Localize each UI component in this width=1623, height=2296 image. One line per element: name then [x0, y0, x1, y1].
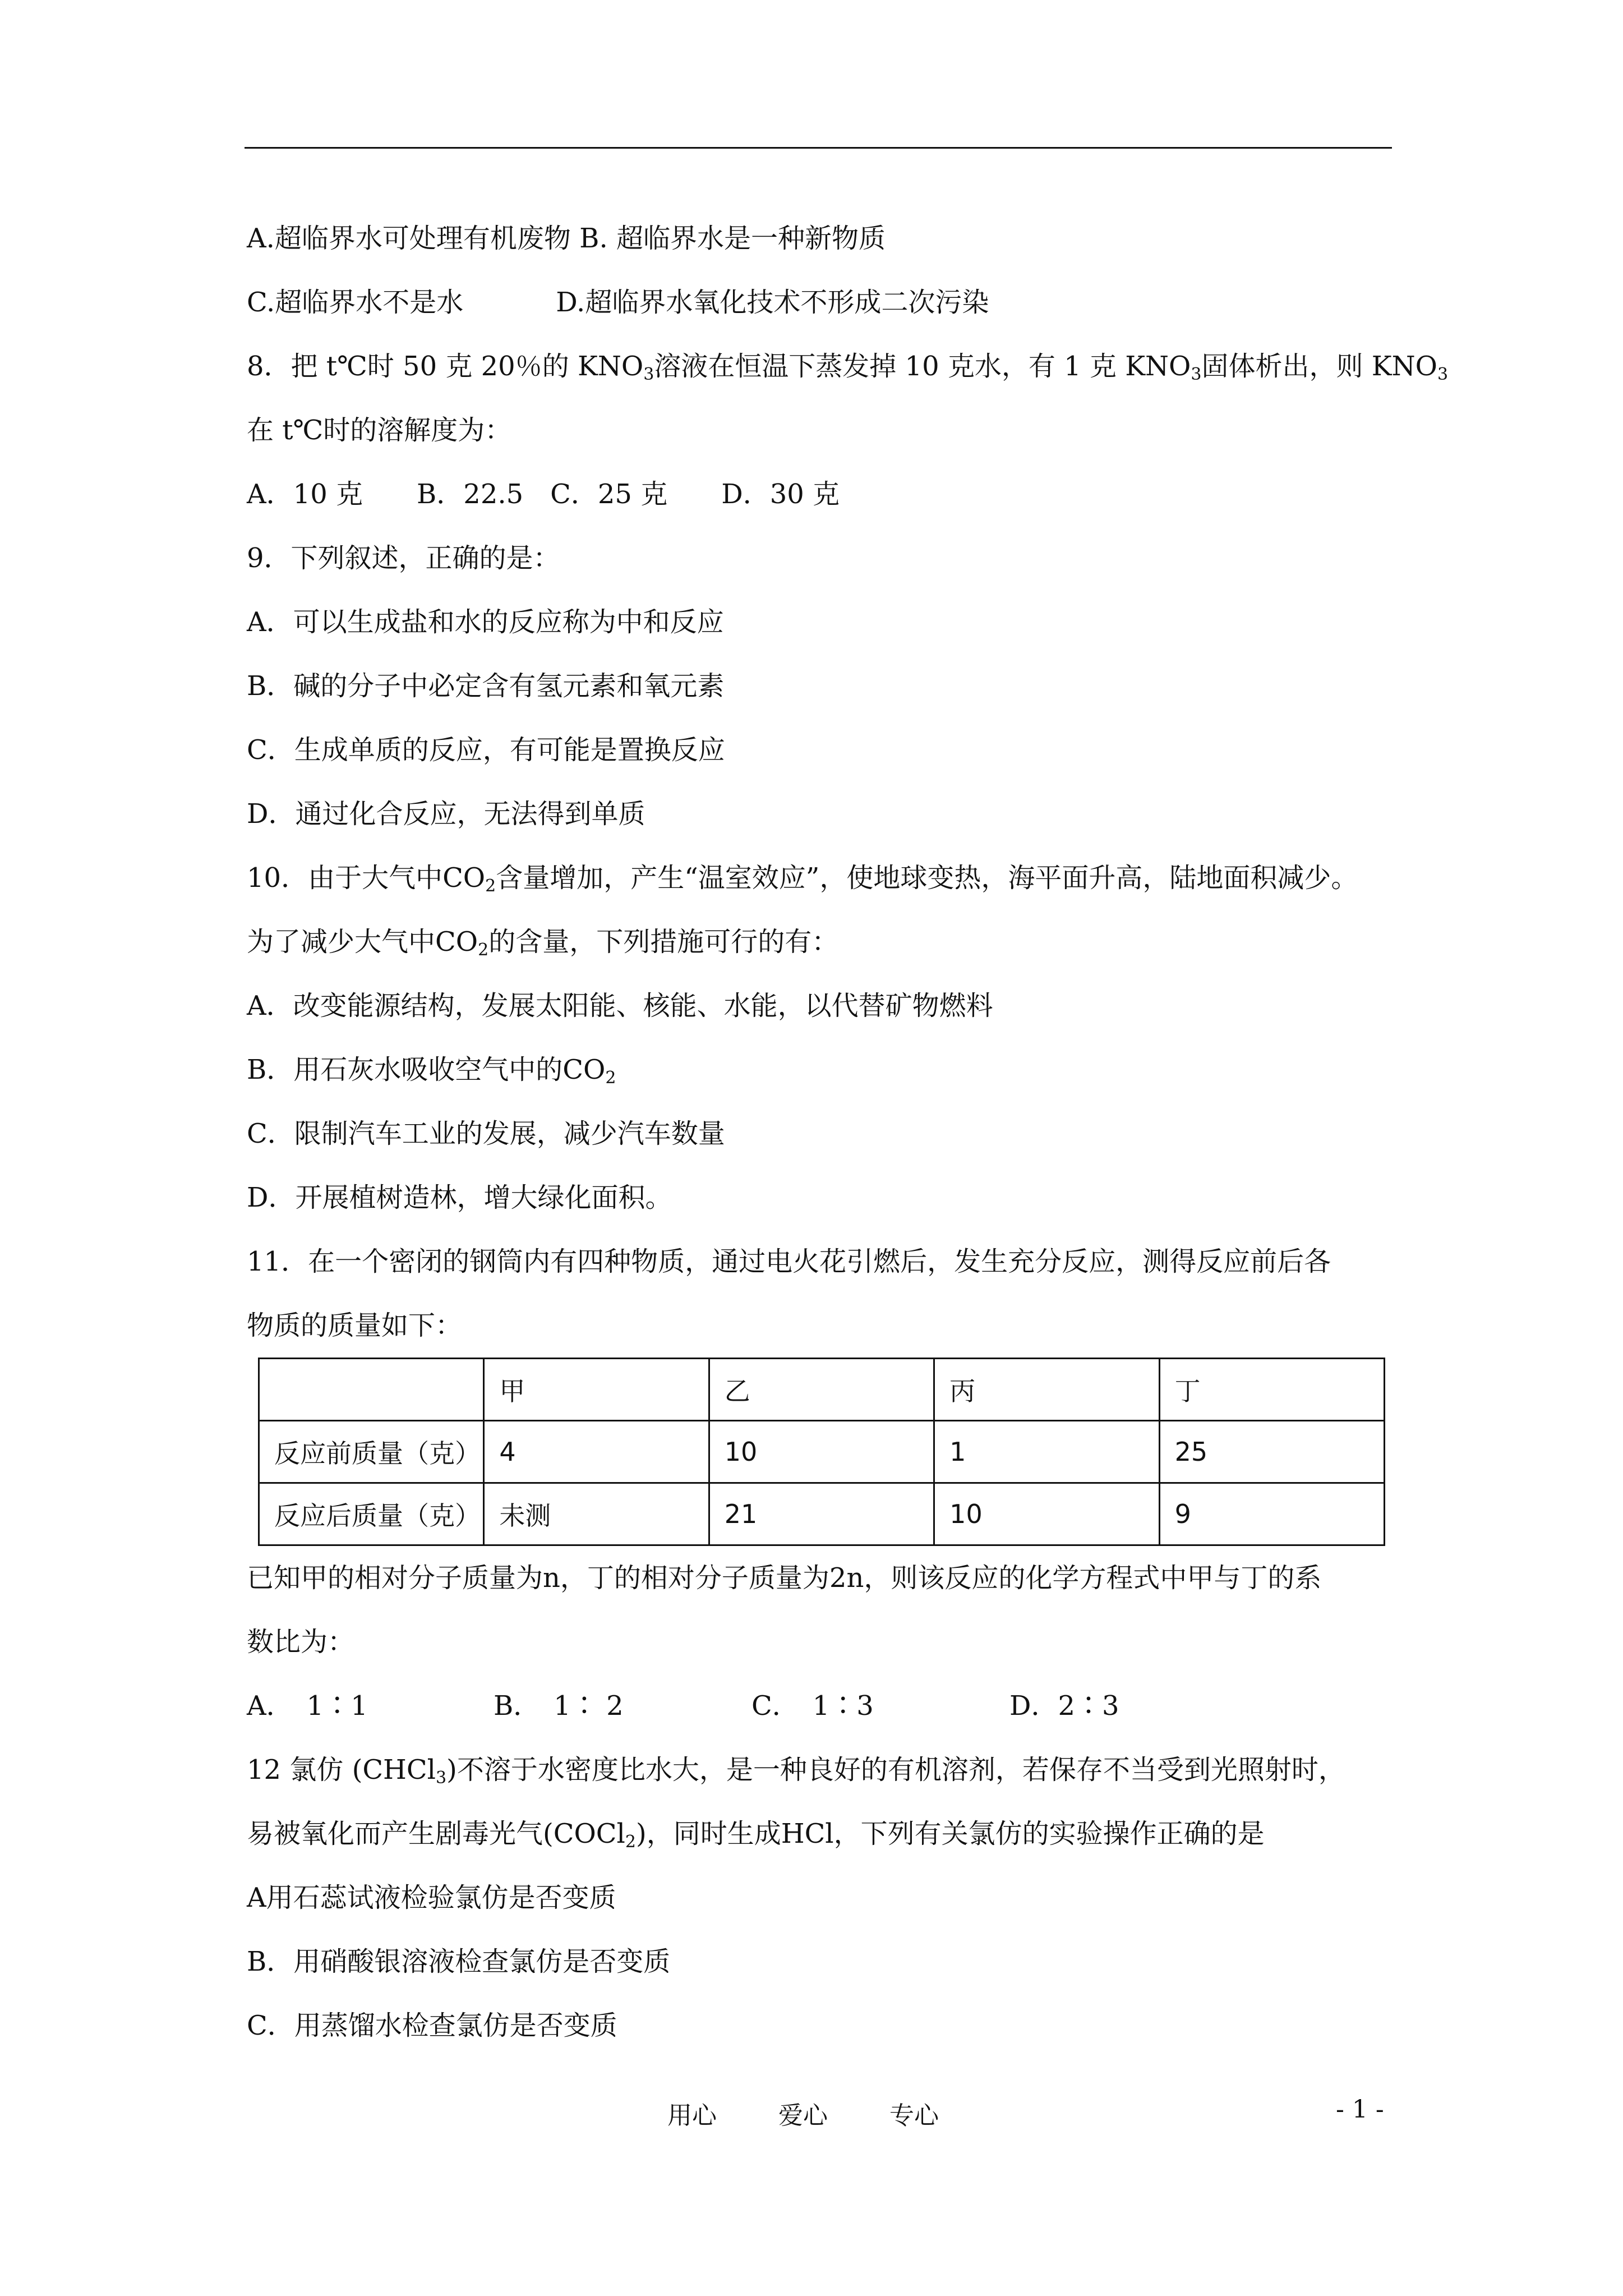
q8-stem-part: 溶液在恒温下蒸发掉 10 克水，有 1 克 KNO	[654, 351, 1191, 382]
q10-option-b-text: B．用石灰水吸收空气中的CO	[247, 1054, 606, 1085]
page-number: - 1 -	[1336, 2095, 1384, 2124]
q11-stem-line-1: 11．在一个密闭的钢筒内有四种物质，通过电火花引燃后，发生充分反应，测得反应前后各	[247, 1246, 1331, 1277]
q12-stem-line-2	[247, 1802, 1396, 1866]
q8-stem-line-2: 在 t℃时的溶解度为：	[247, 415, 512, 446]
q8-stem-part: 8．把 t℃时 50 克 20％的 KNO	[247, 351, 644, 382]
table-row-label: 反应前质量（克）	[259, 1421, 484, 1483]
page-body	[247, 206, 1449, 2058]
table-header-cell: 乙	[709, 1359, 934, 1421]
q11-option-b: B． 1∶ 2	[494, 1690, 624, 1722]
q10-stem-part: 的含量，下列措施可行的有：	[488, 926, 839, 958]
q10-stem-line-1	[247, 846, 1396, 910]
q9-stem: 9．下列叙述，正确的是：	[247, 542, 560, 574]
q8-stem-part: 固体析出，则 KNO	[1201, 351, 1437, 382]
footer-motto-3: 专心	[889, 2101, 939, 2130]
q10-stem-part: 10．由于大气中CO	[247, 862, 486, 894]
q8-options: A．10 克 B．22.5 C．25 克 D．30 克	[247, 478, 840, 510]
subscript: 3	[643, 365, 654, 384]
q9-option-a: A．可以生成盐和水的反应称为中和反应	[247, 606, 724, 638]
footer-motto-1: 用心	[667, 2101, 717, 2130]
q7-option-line-1: A.超临界水可处理有机废物 B. 超临界水是一种新物质	[247, 223, 886, 254]
table-cell: 21	[709, 1483, 934, 1545]
q11-option-d: D．2∶3	[1009, 1690, 1119, 1722]
q11-stem-line-2: 物质的质量如下：	[247, 1310, 463, 1341]
table-cell: 25	[1159, 1421, 1384, 1483]
subscript: 2	[485, 876, 496, 896]
table-row	[259, 1421, 1385, 1483]
table-header-cell: 丁	[1159, 1359, 1384, 1421]
table-row	[259, 1359, 1385, 1421]
table-cell: 9	[1159, 1483, 1384, 1545]
q7-option-c: C.超临界水不是水	[247, 287, 464, 318]
q9-option-d: D．通过化合反应，无法得到单质	[247, 798, 645, 830]
q10-stem-part: 含量增加，产生“温室效应”，使地球变热，海平面升高，陆地面积减少。	[496, 862, 1358, 894]
subscript: 3	[436, 1768, 447, 1788]
q10-option-a: A．改变能源结构，发展太阳能、核能、水能，以代替矿物燃料	[247, 990, 993, 1022]
q10-option-b	[247, 1038, 1396, 1102]
q11-after-line-1: 已知甲的相对分子质量为n，丁的相对分子质量为2n，则该反应的化学方程式中甲与丁的系	[247, 1562, 1322, 1594]
q12-stem-line-1	[247, 1738, 1396, 1802]
q12-stem-part: 易被氧化而产生剧毒光气(COCl	[247, 1818, 625, 1849]
q11-after-line-2: 数比为：	[247, 1626, 355, 1658]
q11-option-a: A． 1∶1	[247, 1690, 368, 1722]
table-cell: 10	[934, 1483, 1159, 1545]
table-header-cell: 甲	[484, 1359, 709, 1421]
page-footer	[0, 2095, 1623, 2129]
table-cell: 1	[934, 1421, 1159, 1483]
q11-options	[247, 1674, 1396, 1738]
table-row-label: 反应后质量（克）	[259, 1483, 484, 1545]
q10-stem-part: 为了减少大气中CO	[247, 926, 478, 958]
subscript: 2	[478, 940, 489, 960]
q7-option-line-2	[247, 270, 1396, 334]
q12-option-c: C．用蒸馏水检查氯仿是否变质	[247, 2010, 617, 2041]
table-cell: 10	[709, 1421, 934, 1483]
q8-stem-line-1	[247, 334, 1449, 398]
table-cell	[259, 1359, 484, 1421]
footer-motto	[667, 2095, 939, 2131]
subscript: 2	[605, 1068, 616, 1088]
table-cell: 4	[484, 1421, 709, 1483]
q12-stem-part: 12 氯仿 (CHCl	[247, 1754, 436, 1786]
table-cell: 未测	[484, 1483, 709, 1545]
header-rule	[245, 147, 1392, 149]
q11-option-c: C． 1∶3	[751, 1690, 874, 1722]
subscript: 3	[1191, 365, 1202, 384]
q10-option-c: C．限制汽车工业的发展，减少汽车数量	[247, 1118, 725, 1149]
q9-option-c: C．生成单质的反应，有可能是置换反应	[247, 734, 725, 766]
q12-stem-part: )，同时生成HCl，下列有关氯仿的实验操作正确的是	[635, 1818, 1265, 1849]
table-row	[259, 1483, 1385, 1545]
subscript: 3	[1437, 365, 1449, 384]
footer-motto-2: 爱心	[778, 2101, 828, 2130]
table-header-cell: 丙	[934, 1359, 1159, 1421]
q10-stem-line-2	[247, 910, 1396, 974]
q12-option-a: A用石蕊试液检验氯仿是否变质	[247, 1882, 616, 1913]
q12-stem-part: )不溶于水密度比水大，是一种良好的有机溶剂，若保存不当受到光照射时，	[446, 1754, 1345, 1786]
q12-option-b: B．用硝酸银溶液检查氯仿是否变质	[247, 1946, 671, 1977]
mass-table	[258, 1358, 1385, 1546]
q9-option-b: B．碱的分子中必定含有氢元素和氧元素	[247, 670, 725, 702]
subscript: 2	[625, 1832, 636, 1852]
q7-option-d: D.超临界水氧化技术不形成二次污染	[556, 287, 989, 318]
q10-option-d: D．开展植树造林，增大绿化面积。	[247, 1182, 672, 1213]
